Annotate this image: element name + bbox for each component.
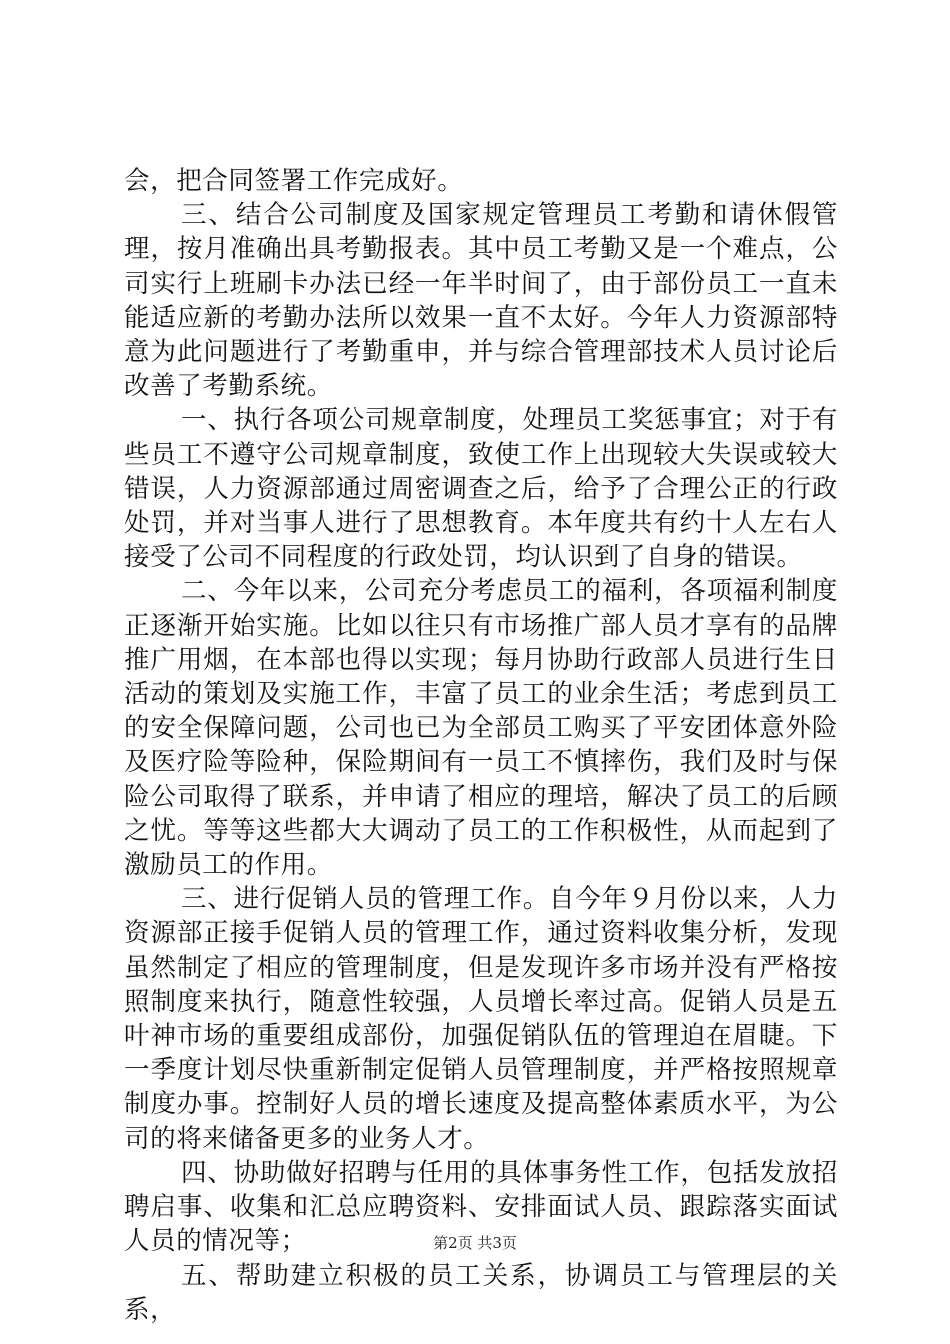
paragraph-welfare: 二、今年以来，公司充分考虑员工的福利，各项福利制度正逐渐开始实施。比如以往只有市场推广部人员才享有的品牌推广用烟，在本部也得以实现；每月协助行政部人员进行生日活动的策划及实施工作，丰富了员工的业余生活；考虑到员工的安全保障问题，公司也已为全部员工购买了平安团体意外险及医疗险等险种，保险期间有一员工不慎摔伤，我们及时与保险公司取得了联系，并申请了相应的理培，解决了员工的后顾之忧。等等这些都大大调动了员工的工作积极性，从而起到了激励员工的作用。	[124, 576, 838, 881]
paragraph-rules-discipline: 一、执行各项公司规章制度，处理员工奖惩事宜；对于有些员工不遵守公司规章制度，致使工作上出现较大失误或较大错误，人力资源部通过周密调查之后，给予了合理公正的行政处罚，并对当事人进行了思想教育。本年度共有约十人左右人接受了公司不同程度的行政处罚，均认识到了自身的错误。	[124, 405, 838, 573]
paragraph-promoter-management: 三、进行促销人员的管理工作。自今年９月份以来，人力资源部正接手促销人员的管理工作，通过资料收集分析，发现虽然制定了相应的管理制度，但是发现许多市场并没有严格按照制度来执行，随意性较强，人员增长率过高。促销人员是五叶神市场的重要组成部份，加强促销队伍的管理迫在眉睫。下一季度计划尽快重新制定促销人员管理制度，并严格按照规章制度办事。控制好人员的增长速度及提高整体素质水平，为公司的将来储备更多的业务人才。	[124, 884, 838, 1154]
paragraph-attendance: 三、结合公司制度及国家规定管理员工考勤和请休假管理，按月准确出具考勤报表。其中员工考勤又是一个难点，公司实行上班刷卡办法已经一年半时间了，由于部份员工一直未能适应新的考勤办法所以效果一直不太好。今年人力资源部特意为此问题进行了考勤重申，并与综合管理部技术人员讨论后改善了考勤系统。	[124, 200, 838, 402]
paragraph-employee-relations: 五、帮助建立积极的员工关系，协调员工与管理层的关系，	[124, 1260, 838, 1325]
page-number-footer: 第2页 共3页	[433, 1234, 517, 1252]
document-body	[124, 164, 838, 1327]
paragraph-recruitment: 四、协助做好招聘与任用的具体事务性工作，包括发放招聘启事、收集和汇总应聘资料、安排面试人员、跟踪落实面试人员的情况等；	[124, 1157, 838, 1257]
paragraph-continuation: 会，把合同签署工作完成好。	[124, 166, 464, 196]
